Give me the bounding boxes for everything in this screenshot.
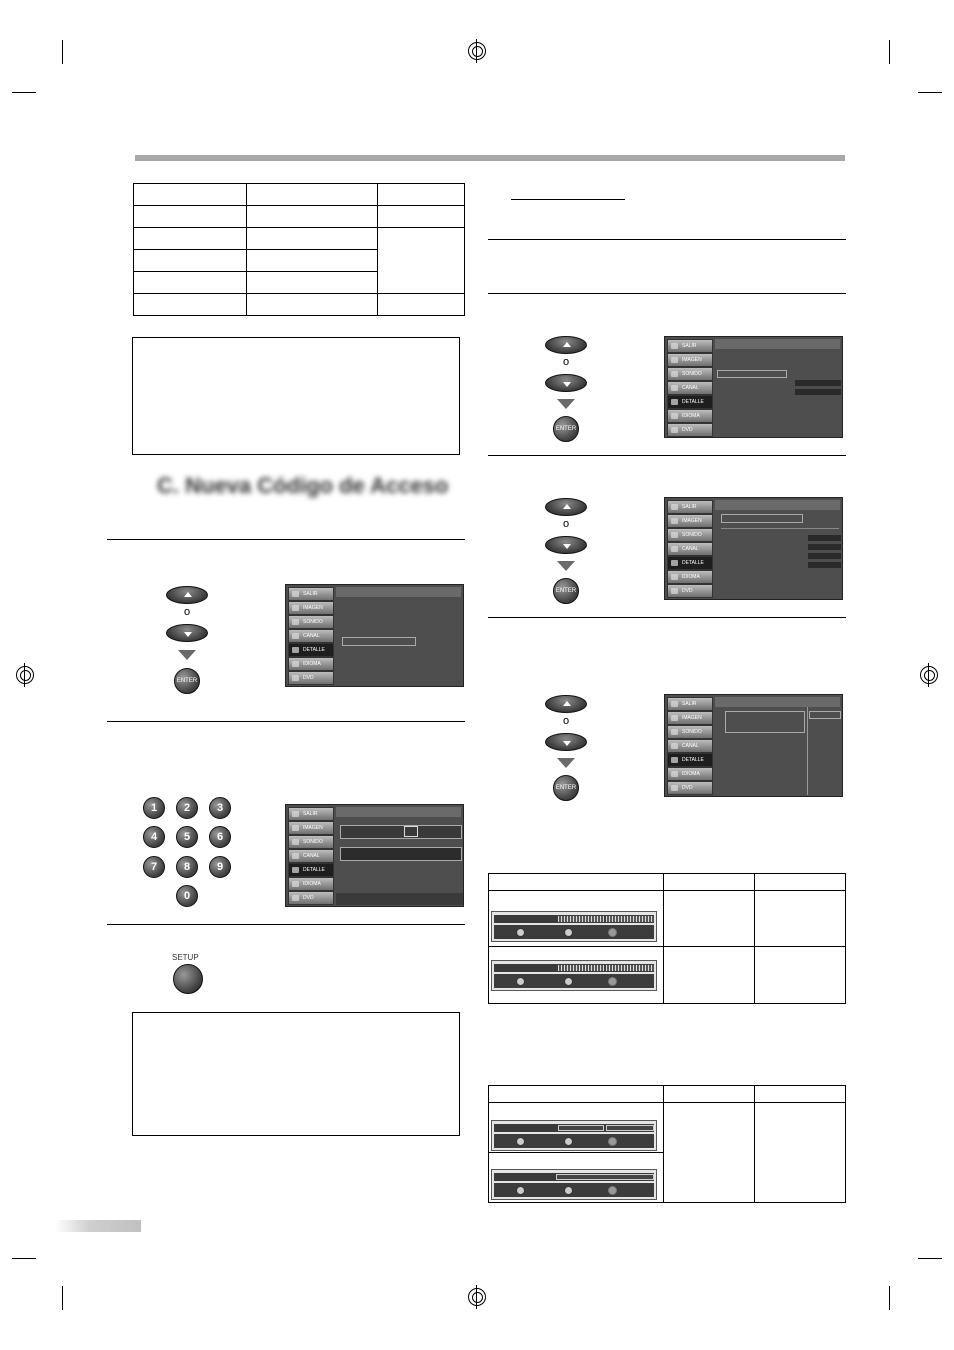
menu-item-sonido[interactable]: SONIDO bbox=[667, 528, 713, 542]
setup-button[interactable] bbox=[173, 964, 203, 994]
menu-item-salir[interactable]: SALIR bbox=[288, 587, 334, 601]
menu-item-sonido[interactable]: SONIDO bbox=[667, 725, 713, 739]
setup-label: SETUP bbox=[172, 953, 199, 962]
option-box bbox=[809, 711, 841, 719]
arrow-down-icon bbox=[178, 650, 196, 660]
radio-icon bbox=[516, 1186, 525, 1195]
screen-title-bar bbox=[336, 807, 461, 817]
menu-item-sonido[interactable]: SONIDO bbox=[667, 367, 713, 381]
digit-2-button[interactable]: 2 bbox=[176, 797, 198, 819]
menu-item-salir[interactable]: SALIR bbox=[667, 339, 713, 353]
or-label: o bbox=[562, 715, 570, 727]
menu-item-idioma[interactable]: IDIOMA bbox=[288, 877, 334, 891]
screen-title-bar bbox=[336, 587, 461, 597]
registration-mark-icon bbox=[16, 666, 34, 684]
menu-item-detalle[interactable]: DETALLE bbox=[667, 753, 713, 767]
menu-item-imagen[interactable]: IMAGEN bbox=[288, 821, 334, 835]
menu-item-idioma[interactable]: IDIOMA bbox=[667, 409, 713, 423]
menu-item-canal[interactable]: CANAL bbox=[288, 849, 334, 863]
crop-mark bbox=[12, 92, 36, 93]
menu-sidebar bbox=[667, 697, 713, 795]
menu-item-idioma[interactable]: IDIOMA bbox=[288, 657, 334, 671]
menu-item-idioma[interactable]: IDIOMA bbox=[667, 767, 713, 781]
step-divider bbox=[488, 293, 846, 294]
digit-6-button[interactable]: 6 bbox=[209, 826, 231, 848]
menu-item-canal[interactable]: CANAL bbox=[667, 542, 713, 556]
step-divider bbox=[107, 721, 465, 722]
step-divider bbox=[107, 539, 465, 540]
or-label: o bbox=[183, 606, 191, 618]
menu-sidebar bbox=[288, 587, 334, 685]
code-digit-box bbox=[404, 826, 418, 837]
crop-mark bbox=[889, 40, 890, 64]
highlight-box bbox=[717, 370, 787, 378]
menu-sidebar bbox=[288, 807, 334, 905]
step-divider bbox=[488, 455, 846, 456]
menu-item-detalle[interactable]: DETALLE bbox=[667, 556, 713, 570]
arrow-down-icon bbox=[557, 399, 575, 409]
menu-item-canal[interactable]: CANAL bbox=[288, 629, 334, 643]
screen-footer bbox=[336, 893, 463, 905]
digit-8-button[interactable]: 8 bbox=[176, 856, 198, 878]
step-divider bbox=[488, 239, 846, 240]
arrow-down-icon bbox=[557, 758, 575, 768]
enter-button[interactable]: ENTER bbox=[553, 416, 579, 442]
crop-mark bbox=[918, 92, 942, 93]
menu-screen bbox=[664, 497, 843, 600]
arrow-down-icon bbox=[557, 561, 575, 571]
step-divider bbox=[488, 617, 846, 618]
menu-screen bbox=[664, 336, 843, 438]
registration-mark-icon bbox=[920, 666, 938, 684]
screen-title-bar bbox=[715, 697, 840, 707]
radio-icon bbox=[608, 1137, 617, 1146]
menu-item-dvd[interactable]: DVD bbox=[667, 781, 713, 795]
menu-screen bbox=[664, 694, 843, 797]
highlight-box bbox=[342, 637, 416, 646]
header-bar bbox=[135, 155, 845, 161]
menu-item-detalle[interactable]: DETALLE bbox=[288, 863, 334, 877]
menu-item-idioma[interactable]: IDIOMA bbox=[667, 570, 713, 584]
menu-item-canal[interactable]: CANAL bbox=[667, 381, 713, 395]
up-arrow-button[interactable] bbox=[545, 336, 587, 354]
digit-1-button[interactable]: 1 bbox=[143, 797, 165, 819]
menu-item-salir[interactable]: SALIR bbox=[667, 697, 713, 711]
highlight-box bbox=[721, 514, 803, 523]
menu-screen bbox=[285, 584, 464, 687]
radio-icon bbox=[516, 928, 525, 937]
radio-icon bbox=[516, 977, 525, 986]
separator-line bbox=[721, 528, 839, 529]
menu-item-sonido[interactable]: SONIDO bbox=[288, 615, 334, 629]
option-bar bbox=[808, 562, 841, 568]
indicator-example bbox=[491, 1120, 657, 1151]
enter-button[interactable]: ENTER bbox=[553, 578, 579, 604]
screen-title-bar bbox=[715, 339, 840, 349]
option-bar bbox=[808, 553, 841, 559]
down-arrow-button[interactable] bbox=[545, 733, 587, 751]
registration-mark-icon bbox=[468, 42, 486, 60]
menu-item-imagen[interactable]: IMAGEN bbox=[667, 514, 713, 528]
up-arrow-button[interactable] bbox=[545, 695, 587, 713]
subheading-underline bbox=[511, 199, 625, 200]
note-box bbox=[132, 1012, 460, 1136]
note-box bbox=[132, 337, 460, 455]
digit-9-button[interactable]: 9 bbox=[209, 856, 231, 878]
menu-item-dvd[interactable]: DVD bbox=[288, 671, 334, 685]
menu-item-salir[interactable]: SALIR bbox=[288, 807, 334, 821]
menu-item-dvd[interactable]: DVD bbox=[667, 584, 713, 598]
menu-item-imagen[interactable]: IMAGEN bbox=[288, 601, 334, 615]
page-number-tab bbox=[55, 1220, 141, 1232]
radio-icon bbox=[564, 1137, 573, 1146]
section-heading: C. Nueva Código de Acceso bbox=[157, 473, 449, 498]
rating-table bbox=[133, 183, 465, 316]
radio-icon bbox=[516, 1137, 525, 1146]
crop-mark bbox=[889, 1286, 890, 1310]
menu-item-detalle[interactable]: DETALLE bbox=[667, 395, 713, 409]
menu-item-dvd[interactable]: DVD bbox=[288, 891, 334, 905]
enter-button[interactable]: ENTER bbox=[174, 668, 200, 694]
code-entry-row bbox=[340, 825, 462, 839]
menu-item-dvd[interactable]: DVD bbox=[667, 423, 713, 437]
digit-3-button[interactable]: 3 bbox=[209, 797, 231, 819]
menu-item-imagen[interactable]: IMAGEN bbox=[667, 711, 713, 725]
radio-icon bbox=[564, 928, 573, 937]
step-divider bbox=[107, 924, 465, 925]
down-arrow-button[interactable] bbox=[166, 624, 208, 642]
radio-icon bbox=[608, 1186, 617, 1195]
enter-button[interactable]: ENTER bbox=[553, 775, 579, 801]
separator-line bbox=[807, 707, 808, 795]
crop-mark bbox=[12, 1258, 36, 1259]
crop-mark bbox=[62, 40, 63, 64]
crop-mark bbox=[62, 1286, 63, 1310]
menu-item-detalle[interactable]: DETALLE bbox=[288, 643, 334, 657]
or-label: o bbox=[562, 356, 570, 368]
up-arrow-button[interactable] bbox=[166, 586, 208, 604]
digit-4-button[interactable]: 4 bbox=[143, 826, 165, 848]
indicator-example bbox=[491, 960, 657, 991]
digit-7-button[interactable]: 7 bbox=[143, 856, 165, 878]
indicator-example bbox=[491, 911, 657, 942]
down-arrow-button[interactable] bbox=[545, 374, 587, 392]
radio-icon bbox=[564, 1186, 573, 1195]
menu-item-canal[interactable]: CANAL bbox=[667, 739, 713, 753]
down-arrow-button[interactable] bbox=[545, 536, 587, 554]
or-label: o bbox=[562, 518, 570, 530]
menu-item-salir[interactable]: SALIR bbox=[667, 500, 713, 514]
highlight-box bbox=[725, 711, 805, 733]
radio-icon bbox=[564, 977, 573, 986]
digit-5-button[interactable]: 5 bbox=[176, 826, 198, 848]
digit-0-button[interactable]: 0 bbox=[176, 885, 198, 907]
menu-item-sonido[interactable]: SONIDO bbox=[288, 835, 334, 849]
crop-mark bbox=[918, 1258, 942, 1259]
menu-sidebar bbox=[667, 339, 713, 437]
menu-screen bbox=[285, 804, 464, 907]
registration-mark-icon bbox=[468, 1288, 486, 1306]
code-confirm-row bbox=[340, 847, 462, 861]
option-bar bbox=[795, 389, 841, 395]
option-bar bbox=[808, 535, 841, 541]
indicator-example bbox=[491, 1169, 657, 1200]
option-bar bbox=[808, 544, 841, 550]
option-bar bbox=[795, 380, 841, 386]
menu-sidebar bbox=[667, 500, 713, 598]
radio-icon bbox=[608, 977, 617, 986]
menu-item-imagen[interactable]: IMAGEN bbox=[667, 353, 713, 367]
radio-icon bbox=[608, 928, 617, 937]
screen-title-bar bbox=[715, 500, 840, 510]
up-arrow-button[interactable] bbox=[545, 498, 587, 516]
